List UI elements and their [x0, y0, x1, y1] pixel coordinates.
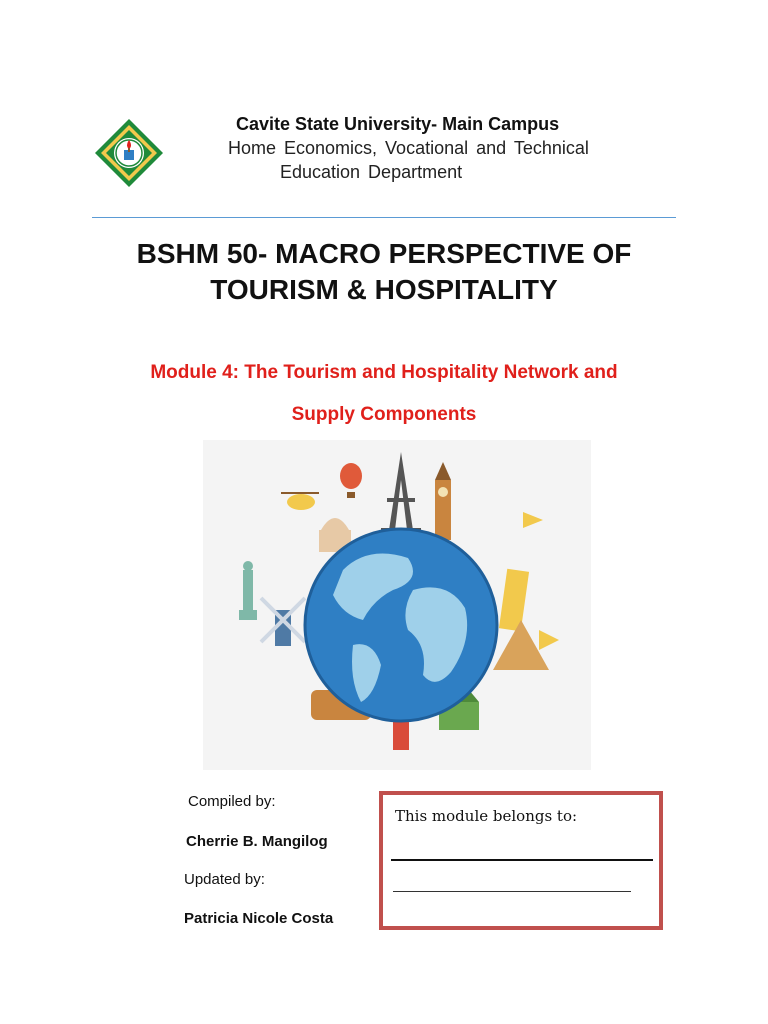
owner-box-label: This module belongs to: — [395, 807, 578, 825]
module-title — [0, 352, 768, 436]
globe-icon — [305, 529, 497, 721]
course-title — [0, 236, 768, 308]
world-landmarks-globe-icon — [203, 440, 591, 770]
university-name: Cavite State University- Main Campus — [236, 114, 560, 134]
university-seal-icon — [94, 118, 164, 188]
compiled-by-label: Compiled by: — [188, 793, 276, 810]
course-title-line-1: BSHM 50- MACRO PERSPECTIVE OF — [136, 238, 632, 269]
course-title-line-2: TOURISM & HOSPITALITY — [210, 274, 558, 305]
header-divider — [92, 217, 676, 218]
owner-name-line[interactable] — [391, 859, 653, 861]
department-name-line-1: Home Economics, Vocational and Technical — [228, 138, 589, 158]
updater-name: Patricia Nicole Costa — [184, 910, 334, 927]
compiler-name: Cherrie B. Mangilog — [186, 833, 328, 850]
department-name-line-2: Education Department — [280, 162, 463, 182]
module-title-line-1: Module 4: The Tourism and Hospitality Network and — [150, 362, 618, 383]
updated-by-label: Updated by: — [184, 871, 265, 888]
module-owner-box — [379, 791, 663, 930]
module-title-line-2: Supply Components — [291, 404, 477, 425]
owner-section-line[interactable] — [393, 891, 631, 892]
